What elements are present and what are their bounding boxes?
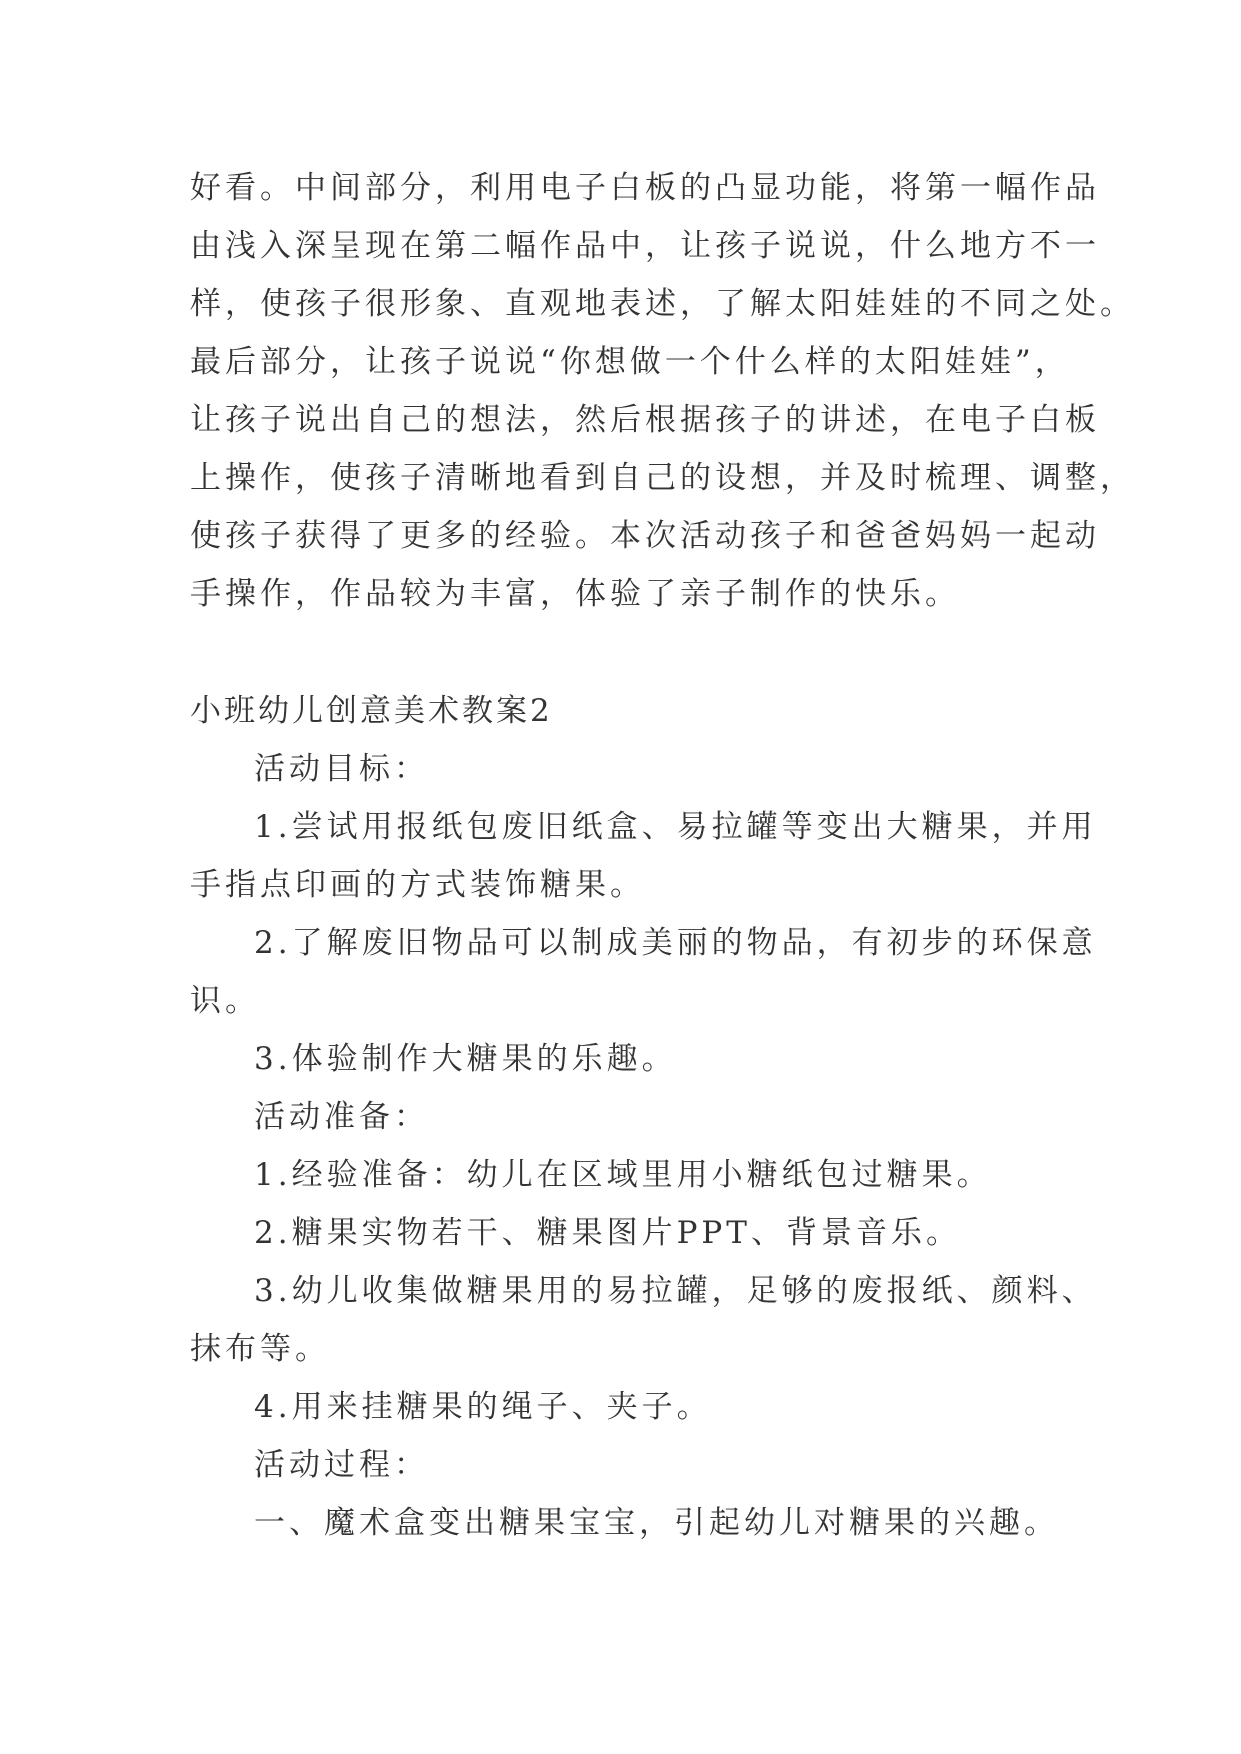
- goals-heading: 活动目标：: [254, 751, 429, 787]
- paragraph-line: 由浅入深呈现在第二幅作品中，让孩子说说，什么地方不一: [190, 228, 1100, 264]
- preparation-heading: 活动准备：: [254, 1099, 429, 1135]
- preparation-item-4: 4.用来挂糖果的绳子、夹子。: [254, 1389, 712, 1425]
- preparation-item-2: 2.糖果实物若干、糖果图片PPT、背景音乐。: [254, 1215, 961, 1251]
- preparation-item-1: 1.经验准备：幼儿在区域里用小糖纸包过糖果。: [254, 1157, 992, 1193]
- goal-item-1: 1.尝试用报纸包废旧纸盒、易拉罐等变出大糖果，并用: [254, 809, 1097, 845]
- preparation-item-3-continued: 抹布等。: [190, 1331, 330, 1367]
- process-heading: 活动过程：: [254, 1447, 429, 1483]
- paragraph-line: 使孩子获得了更多的经验。本次活动孩子和爸爸妈妈一起动: [190, 518, 1100, 554]
- goal-item-2-continued: 识。: [190, 983, 260, 1019]
- process-step-1: 一、魔术盒变出糖果宝宝，引起幼儿对糖果的兴趣。: [254, 1505, 1059, 1541]
- section-title: 小班幼儿创意美术教案2: [190, 693, 553, 729]
- paragraph-line: 最后部分，让孩子说说“你想做一个什么样的太阳娃娃”，: [190, 344, 1070, 380]
- goal-item-3: 3.体验制作大糖果的乐趣。: [254, 1041, 677, 1077]
- paragraph-line: 让孩子说出自己的想法，然后根据孩子的讲述，在电子白板: [190, 402, 1100, 438]
- paragraph-line: 样，使孩子很形象、直观地表述，了解太阳娃娃的不同之处。: [190, 286, 1135, 322]
- paragraph-line: 好看。中间部分，利用电子白板的凸显功能，将第一幅作品: [190, 170, 1100, 206]
- paragraph-line: 手操作，作品较为丰富，体验了亲子制作的快乐。: [190, 576, 960, 612]
- goal-item-2: 2.了解废旧物品可以制成美丽的物品，有初步的环保意: [254, 925, 1097, 961]
- paragraph-line: 上操作，使孩子清晰地看到自己的设想，并及时梳理、调整，: [190, 460, 1135, 496]
- preparation-item-3: 3.幼儿收集做糖果用的易拉罐，足够的废报纸、颜料、: [254, 1273, 1097, 1309]
- goal-item-1-continued: 手指点印画的方式装饰糖果。: [190, 867, 645, 903]
